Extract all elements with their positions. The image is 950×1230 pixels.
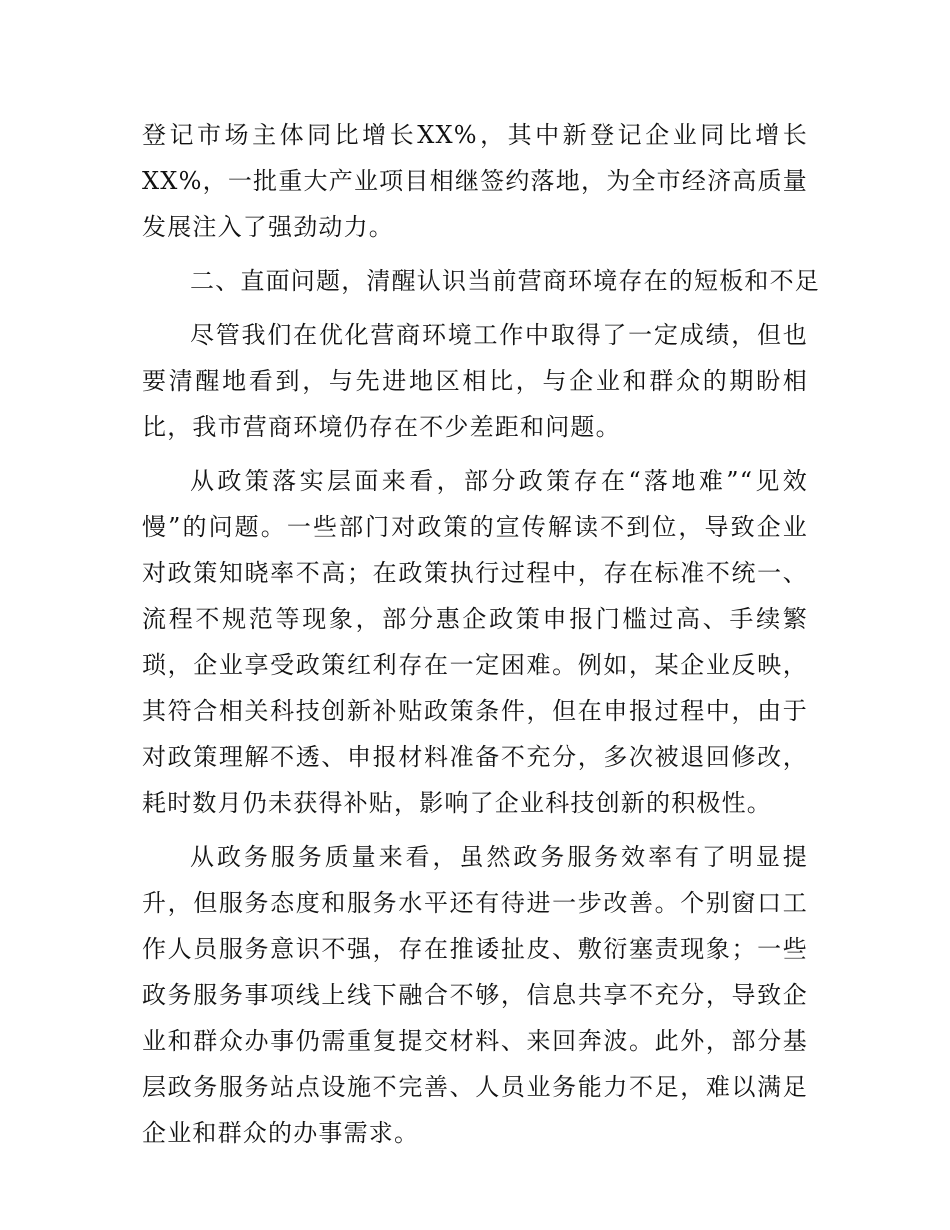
paragraph-summary: 尽管我们在优化营商环境工作中取得了一定成绩，但也要清醒地看到，与先进地区相比，与企业和群众的期盼相比，我市营商环境仍存在不少差距和问题。	[142, 321, 808, 441]
paragraph-service: 从政务服务质量来看，虽然政务服务效率有了明显提升，但服务态度和服务水平还有待进一步改善。个别窗口工作人员服务意识不强，存在推诿扯皮、敷衍塞责现象；一些政务服务事项线上线下融合不够，信息共享不充分，导致企业和群众办事仍需重复提交材料、来回奔波。此外，部分基层政务服务站点设施不完善、人员业务能力不足，难以满足企业和群众的办事需求。	[142, 843, 808, 1147]
document-body	[142, 112, 820, 1164]
section-heading: 二、直面问题，清醒认识当前营商环境存在的短板和不足	[190, 267, 820, 295]
paragraph-continuation: 登记市场主体同比增长XX%，其中新登记企业同比增长XX%，一批重大产业项目相继签约落地，为全市经济高质量发展注入了强劲动力。	[142, 121, 808, 241]
paragraph-policy: 从政策落实层面来看，部分政策存在“落地难”“见效慢”的问题。一些部门对政策的宣传解读不到位，导致企业对政策知晓率不高；在政策执行过程中，存在标准不统一、流程不规范等现象，部分惠企政策申报门槛过高、手续繁琐，企业享受政策红利存在一定困难。例如，某企业反映，其符合相关科技创新补贴政策条件，但在申报过程中，由于对政策理解不透、申报材料准备不充分，多次被退回修改，耗时数月仍未获得补贴，影响了企业科技创新的积极性。	[142, 467, 808, 817]
